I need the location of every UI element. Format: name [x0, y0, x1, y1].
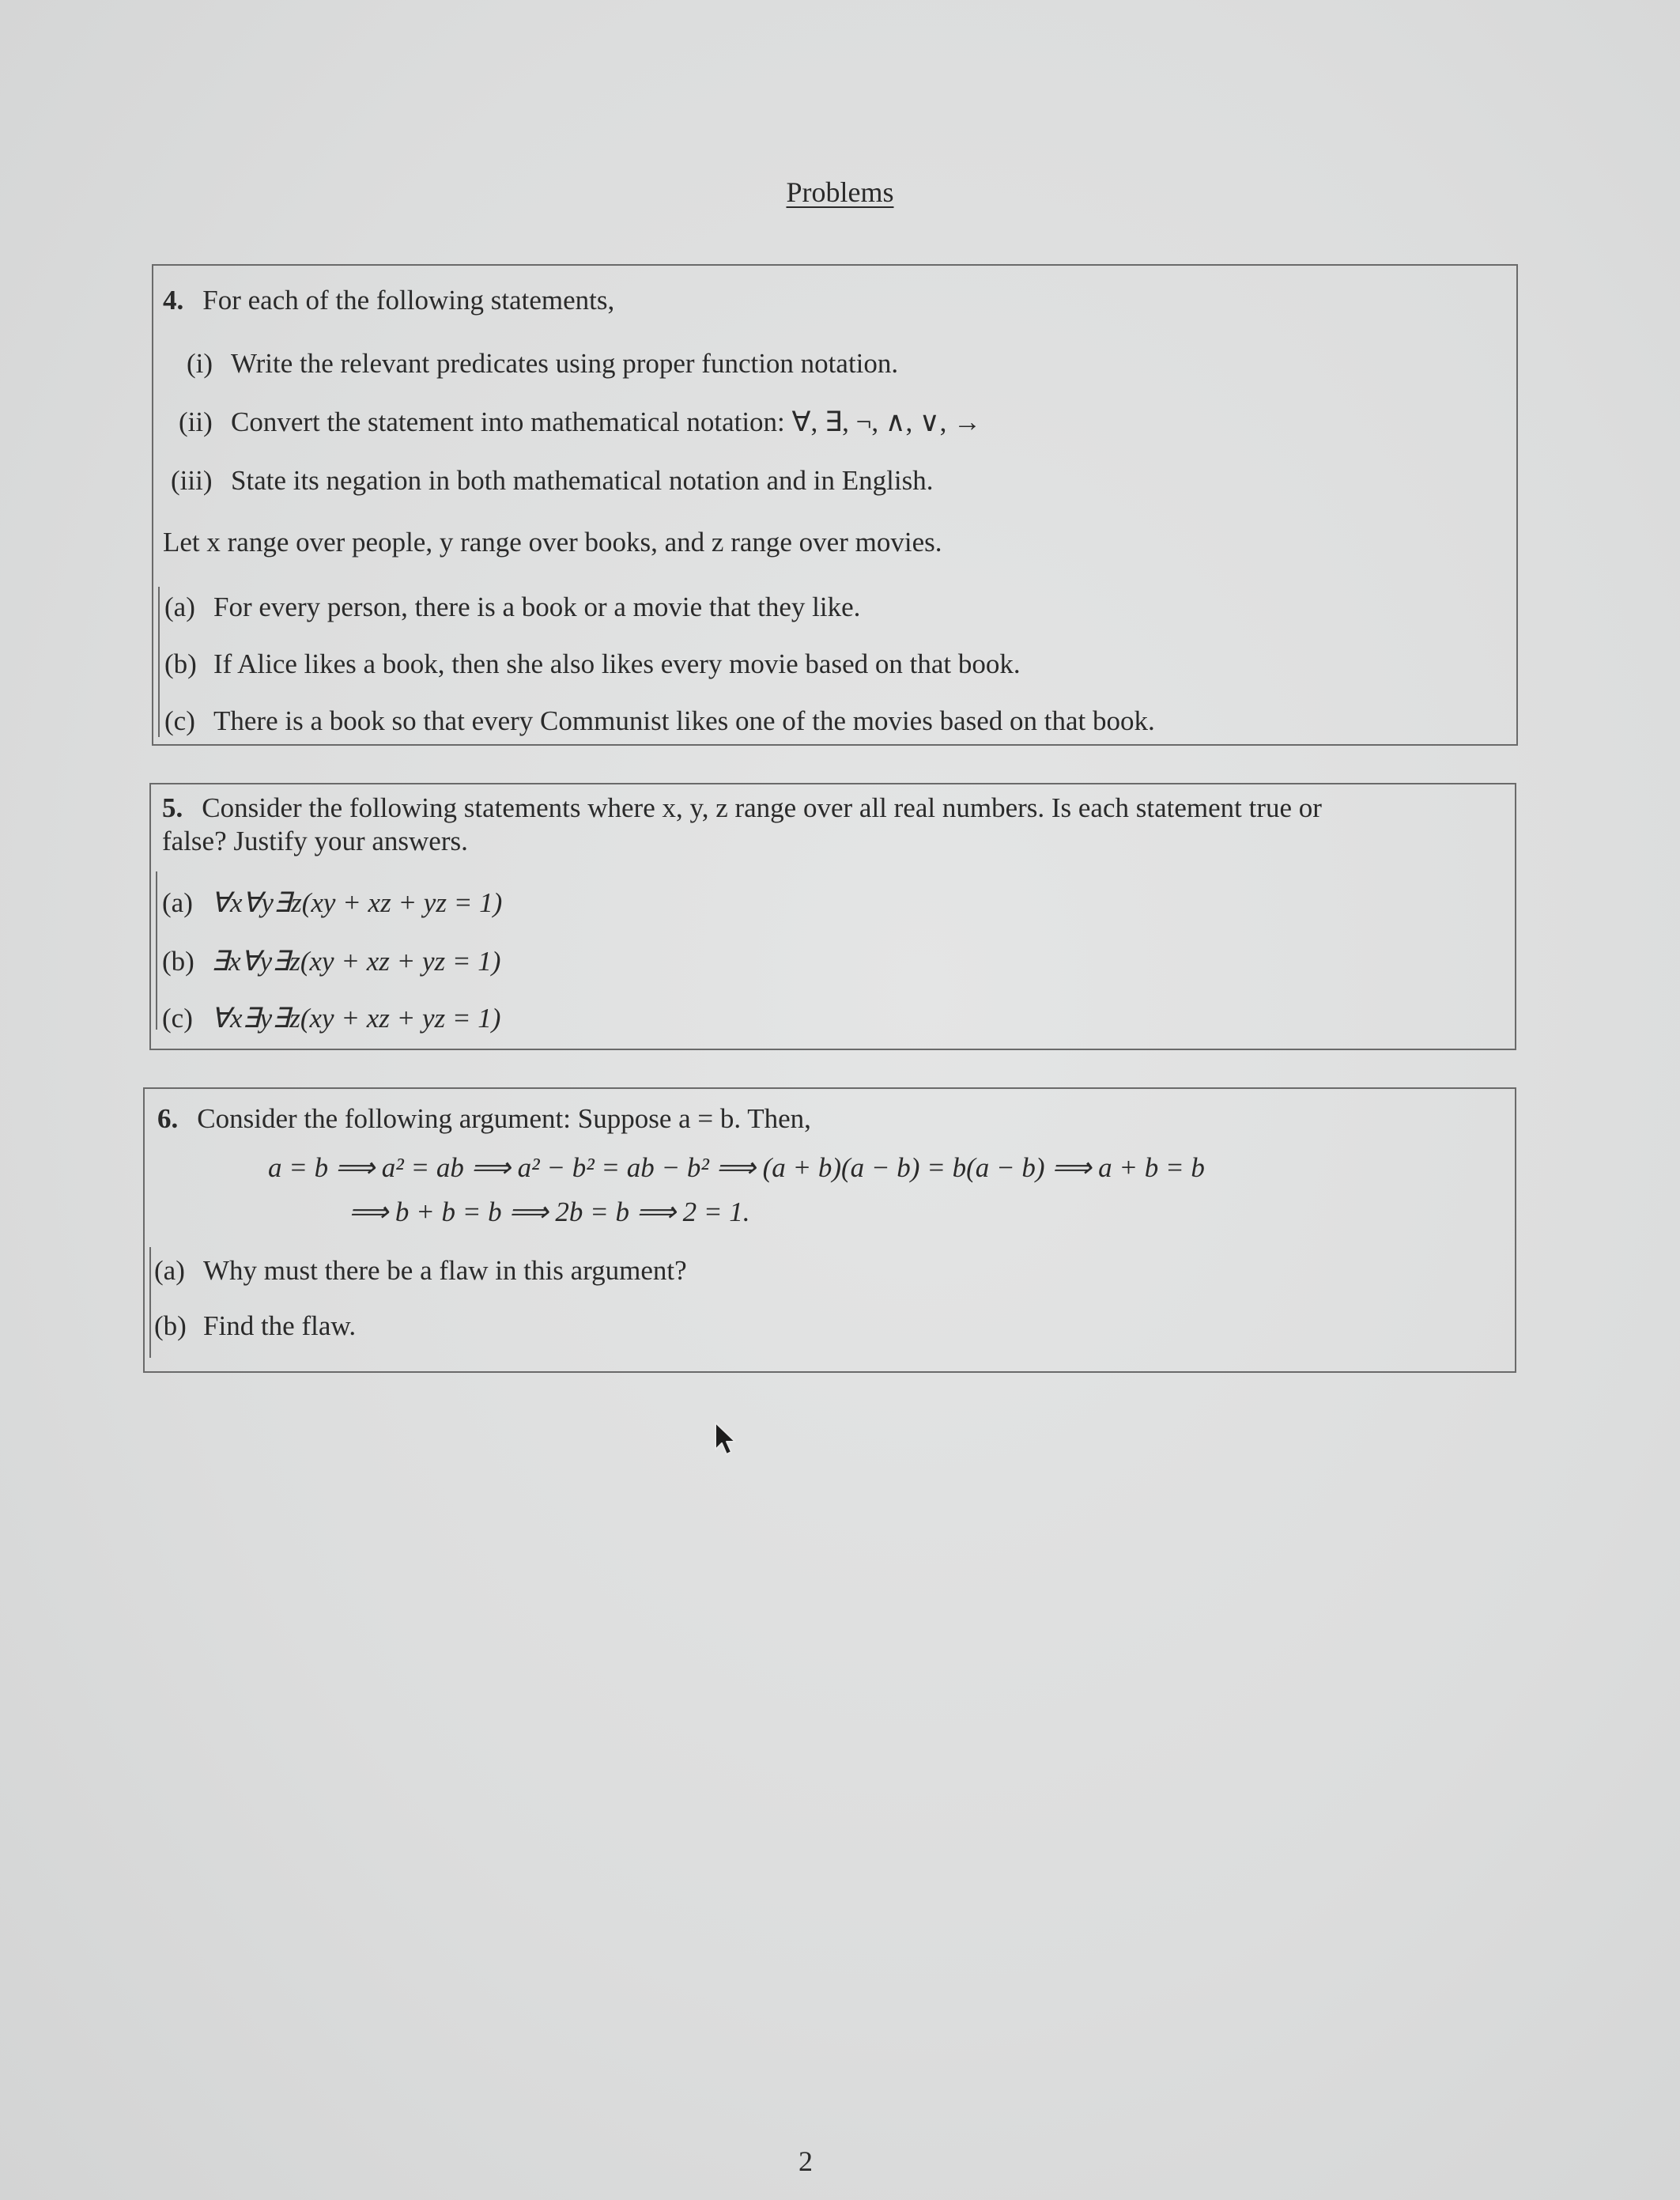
problem-4-number: 4. — [163, 285, 184, 316]
problem-5-item-b — [162, 946, 500, 977]
problem-4-step-2 — [179, 406, 981, 438]
item-label: (a) — [164, 592, 195, 622]
item-label: (b) — [164, 648, 197, 679]
step-text: State its negation in both mathematical notation and in English. — [231, 465, 934, 496]
problem-6-box — [143, 1087, 1516, 1373]
problem-4-items-bar — [158, 587, 160, 737]
problem-5-items-bar — [156, 871, 157, 1030]
item-label: (c) — [164, 705, 195, 736]
problem-5-box — [149, 783, 1516, 1050]
problem-5-header — [162, 792, 1322, 824]
problem-5-item-c — [162, 1003, 500, 1034]
problem-6-header — [157, 1103, 811, 1135]
problem-4-item-b — [164, 648, 1021, 680]
page-number: 2 — [798, 2145, 813, 2177]
item-text: Find the flaw. — [203, 1310, 357, 1341]
item-formula: ∃x∀y∃z(xy + xz + yz = 1) — [211, 946, 501, 977]
problem-4-box — [152, 264, 1518, 746]
step-text: Write the relevant predicates using proper function notation. — [231, 348, 899, 379]
item-text: Why must there be a flaw in this argument? — [203, 1255, 687, 1286]
page-title-text: Problems — [786, 176, 894, 208]
item-label: (b) — [154, 1310, 187, 1341]
problem-4-item-c — [164, 705, 1155, 737]
step-label: (i) — [187, 348, 213, 379]
problem-6-equation-1: a = b ⟹ a² = ab ⟹ a² − b² = ab − b² ⟹ (a + b)(a − b) = b(a − b) ⟹ a + b = b — [268, 1152, 1205, 1183]
item-text: For every person, there is a book or a movie that they like. — [213, 592, 861, 622]
mouse-pointer-icon — [713, 1421, 740, 1459]
problem-4-step-3 — [171, 465, 933, 497]
problem-4-header — [163, 285, 614, 316]
problem-4-item-a — [164, 592, 860, 623]
step-label: (ii) — [179, 406, 213, 437]
problem-5-item-a — [162, 887, 502, 919]
item-label: (c) — [162, 1003, 193, 1034]
problem-4-step-1 — [187, 348, 898, 380]
problem-5-intro-1: Consider the following statements where x, y, z range over all real numbers. Is each statement true or — [202, 792, 1322, 823]
item-label: (a) — [162, 887, 193, 918]
step-text: Convert the statement into mathematical notation: ∀, ∃, ¬, ∧, ∨, → — [231, 406, 982, 437]
problem-6-equation-2: ⟹ b + b = b ⟹ 2b = b ⟹ 2 = 1. — [349, 1196, 750, 1227]
problem-6-item-a — [154, 1255, 687, 1287]
problem-6-items-bar — [149, 1247, 151, 1358]
item-formula: ∀x∃y∃z(xy + xz + yz = 1) — [211, 1003, 501, 1034]
problem-5-number: 5. — [162, 792, 183, 823]
item-text: There is a book so that every Communist likes one of the movies based on that book. — [213, 705, 1155, 736]
page-title — [0, 176, 1680, 209]
item-text: If Alice likes a book, then she also likes every movie based on that book. — [213, 648, 1021, 679]
problem-4-let: Let x range over people, y range over books, and z range over movies. — [163, 527, 942, 558]
problem-6-intro: Consider the following argument: Suppose a = b. Then, — [197, 1103, 811, 1134]
problem-6-number: 6. — [157, 1103, 179, 1134]
item-label: (b) — [162, 946, 194, 977]
problem-6-item-b — [154, 1310, 356, 1342]
step-label: (iii) — [171, 465, 213, 496]
item-formula: ∀x∀y∃z(xy + xz + yz = 1) — [211, 887, 503, 918]
item-label: (a) — [154, 1255, 185, 1286]
problem-4-intro: For each of the following statements, — [202, 285, 615, 316]
problem-5-intro-2: false? Justify your answers. — [162, 826, 468, 856]
